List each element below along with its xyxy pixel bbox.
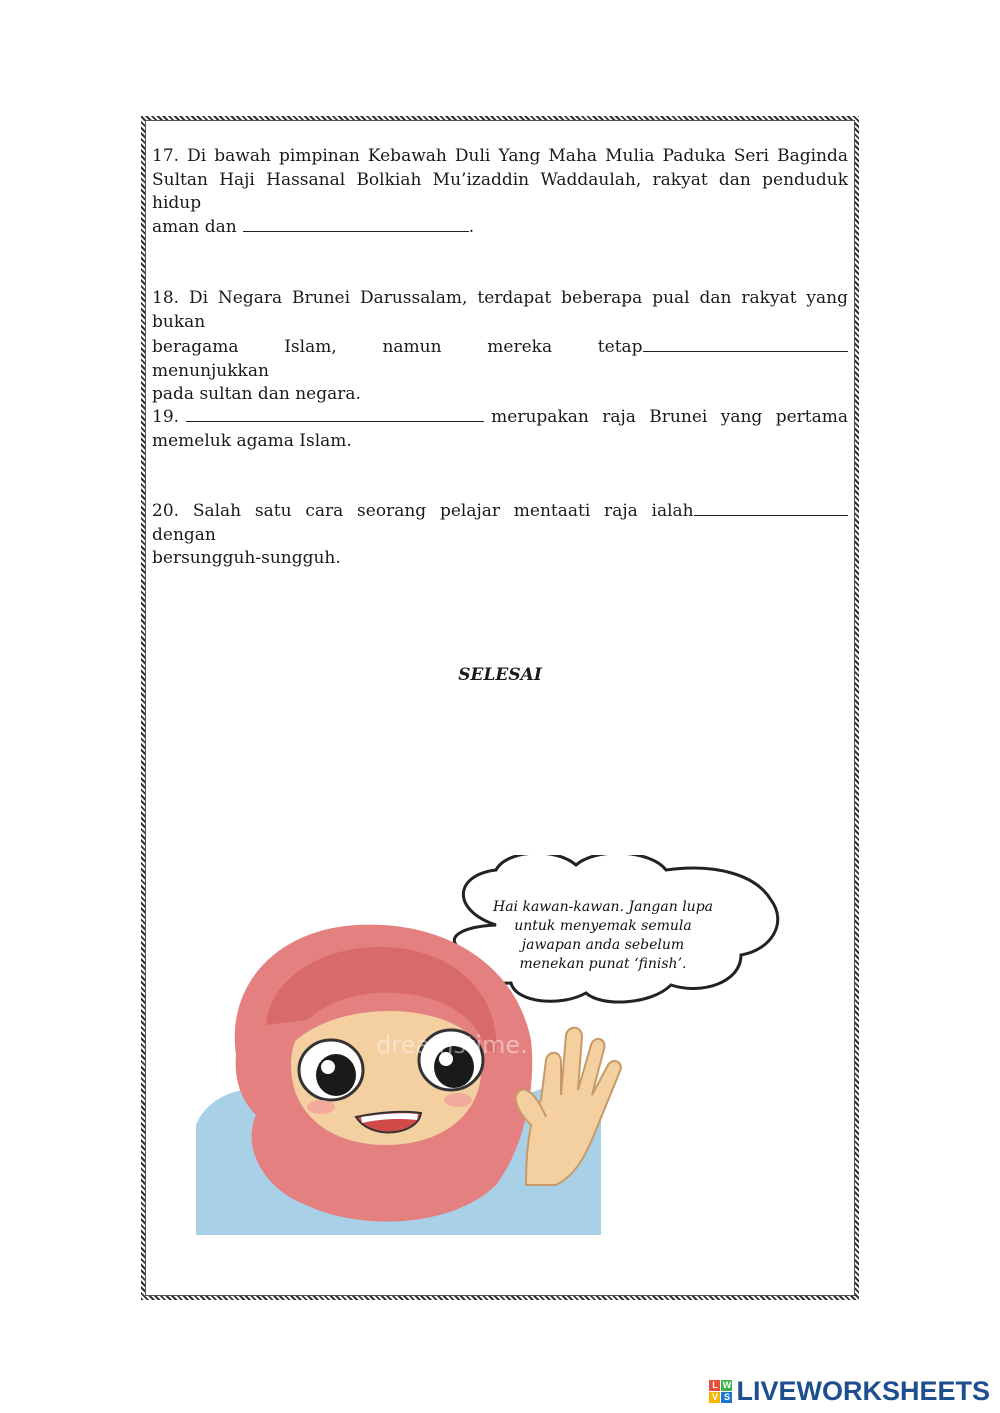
bubble-line1: Hai kawan-kawan. Jangan lupa [492,899,714,915]
question-17-answer-line [152,216,848,240]
logo-text: LIVEWORKSHEETS [736,1376,990,1406]
q18-line3: pada sultan dan negara. [152,384,361,404]
question-20 [152,500,848,571]
bubble-line4: menekan punat ‘finish’. [519,956,687,972]
logo-grid-l: L [709,1380,720,1391]
bubble-line3: jawapan anda sebelum [521,937,685,953]
logo-grid-w: W [722,1380,732,1390]
bubble-line2: untuk menyemak semula [514,918,692,934]
q18-line1: 18. Di Negara Brunei Darussalam, terdapat beberapa pual dan rakyat yang bukan [152,288,848,332]
question-17 [152,145,848,216]
watermark-text: dreamstime. [376,1031,528,1059]
question-19 [152,406,848,453]
q19-answer-blank[interactable] [186,407,484,422]
question-18 [152,287,848,334]
speech-bubble-text [488,898,718,974]
q20-line1-text: 20. Salah satu cara seorang pelajar mentaati raja ialah dengan [152,501,694,545]
q19-number: 19. [152,407,180,427]
q17-line3-text: aman dan [152,217,237,237]
q17-line1: 17. Di bawah pimpinan Kebawah Duli Yang Maha Mulia Paduka Seri Baginda [152,146,848,166]
q18-line2-text: beragama Islam, namun mereka tetap menunjukkan [152,337,643,381]
q17-answer-blank[interactable] [243,217,469,232]
q17-line2: Sultan Haji Hassanal Bolkiah Mu’izaddin Waddaulah, rakyat dan penduduk hidup [152,169,848,213]
logo-grid-icon [709,1380,732,1403]
logo-grid-s: S [721,1392,732,1403]
q20-answer-blank[interactable] [694,501,848,516]
question-18-answer [152,336,848,407]
liveworksheets-logo[interactable] [709,1376,990,1407]
q19-line2: memeluk agama Islam. [152,430,352,451]
q20-line2: bersungguh-sungguh. [152,548,341,568]
logo-grid-v: V [709,1392,720,1403]
q19-line1-text: merupakan raja Brunei yang pertama [491,407,848,427]
ending-label: SELESAI [458,665,542,685]
q18-answer-blank[interactable] [643,337,848,352]
q17-line3-end: . [468,217,475,237]
